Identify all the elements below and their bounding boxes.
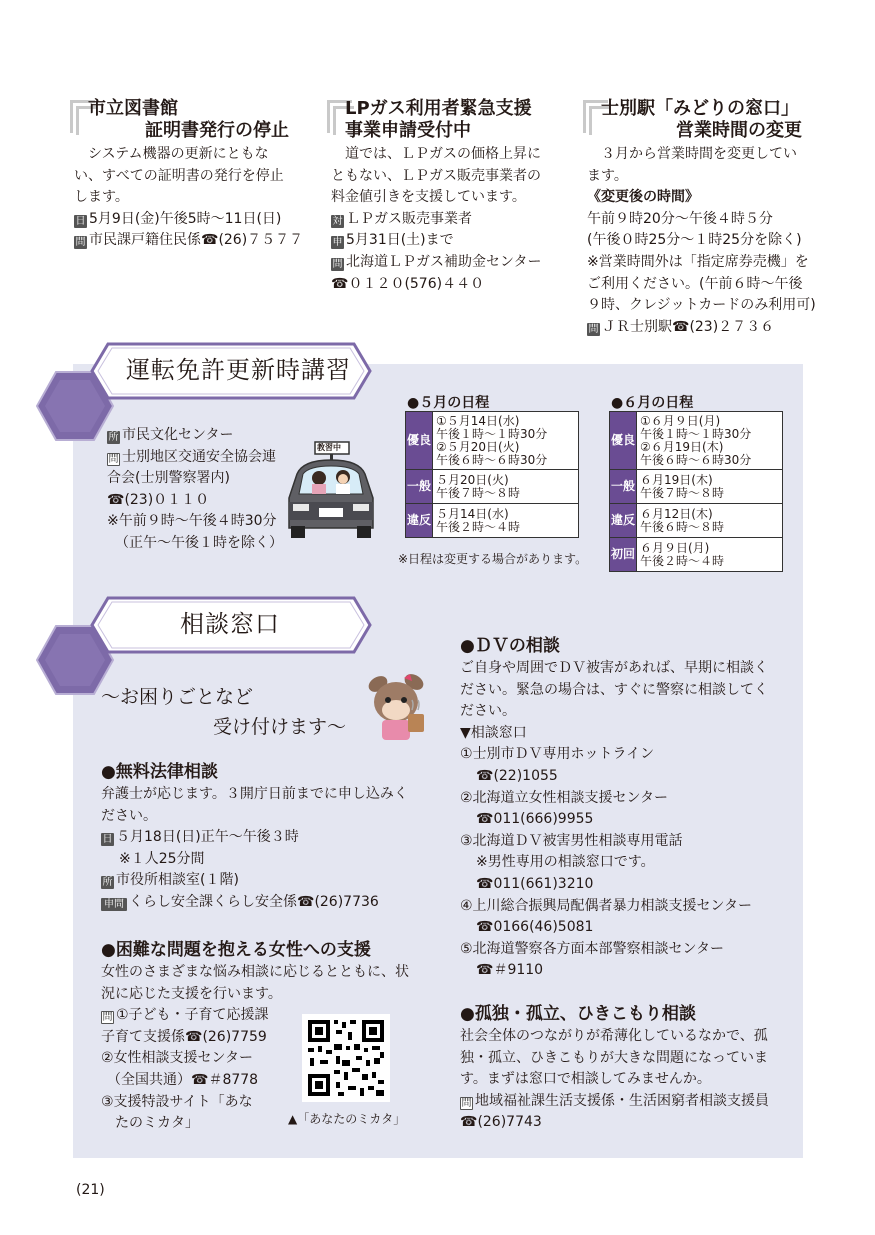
car-illustration [283, 440, 379, 542]
legal-section: ●無料法律相談 弁護士が応じます。３開庁日前までに申し込みく ださい。 日 ５月18日(日)正午～午後３時 ※１人25分間 所 市役所相談室(１階) 申問 くらし安全課くらし安全係☎(26)7736 [101, 760, 431, 914]
notice-hours: (午後０時25分～１時25分を除く) [587, 232, 802, 249]
notice-hours: ※営業時間外は「指定席券売機」を [587, 253, 809, 270]
may-schedule-table [405, 411, 579, 538]
notice-hours: ９時、クレジットカードのみ利用可) [587, 297, 816, 314]
notice-body: い、すべての証明書の発行を停止 [74, 167, 284, 184]
notice-apply: 申 5月31日(土)まで [332, 232, 454, 249]
notice-subhead: 《変更後の時間》 [587, 189, 699, 206]
date-icon: 日 [75, 215, 86, 227]
notice-body: ともない、ＬＰガス販売事業者の [331, 167, 541, 184]
may-schedule-title: ●５月の日程 [407, 395, 490, 411]
apply-inquiry-icon: 申問 [101, 898, 127, 911]
notice-contact: 問 北海道ＬＰガス補助金センター [332, 253, 542, 270]
mascot-illustration [364, 670, 434, 742]
page-number: (21) [76, 1182, 105, 1198]
notice-hours: 午前９時20分～午後４時５分 [587, 210, 773, 227]
car-sign: 教習中 [317, 443, 341, 452]
table-row: 優良 ①５月14日(水) 午後１時～１時30分 ②５月20日(火) 午後６時～６時30分 [406, 412, 579, 470]
inquiry-icon: 問 [461, 1097, 472, 1109]
apply-icon: 申 [332, 237, 343, 249]
inquiry-icon: 問 [102, 1012, 113, 1024]
notice-title: 士別駅「みどりの窓口」 営業時間の変更 [587, 98, 802, 144]
table-row: 違反 ５月14日(水) 午後２時～４時 [406, 504, 579, 538]
legal-heading: ●無料法律相談 [101, 762, 218, 782]
license-info: 所 市民文化センター 問 士別地区交通安全協会連 合会(士別警察署内) ☎(23)０１１０ ※午前９時～午後４時30分 （正午～午後１時を除く） [107, 427, 283, 551]
notice-phone: ☎０１２０(576)４４０ [331, 275, 485, 292]
notice-contact: 問 ＪＲ士別駅☎(23)２７３６ [588, 318, 775, 335]
notice-date: 日 5月9日(金)午後5時～11日(日) [75, 210, 282, 227]
inquiry-icon: 問 [108, 453, 119, 465]
notice-body: ます。 [587, 167, 628, 184]
consult-banner [90, 596, 372, 652]
notice-body: 料金値引きを支援しています。 [331, 189, 526, 206]
place-icon: 所 [108, 432, 119, 443]
notice-body: ３月から営業時間を変更してい [587, 146, 797, 162]
table-row: 一般 ６月19日(木) 午後７時～８時 [610, 470, 783, 504]
date-icon: 日 [102, 834, 113, 846]
notice-library [74, 98, 304, 252]
isolation-heading: ●孤独・孤立、ひきこもり相談 [460, 1004, 696, 1024]
table-row: 優良 ①６月９日(月) 午後１時～１時30分 ②６月19日(木) 午後６時～６時30分 [610, 412, 783, 470]
target-icon: 対 [332, 215, 343, 227]
schedule-note: ※日程は変更する場合があります。 [398, 552, 588, 566]
notice-contact: 問 市民課戸籍住民係☎(26)７５７７ [75, 232, 304, 249]
inquiry-icon: 問 [588, 323, 599, 335]
dv-heading: ●ＤＶの相談 [460, 636, 560, 656]
women-heading: ●困難な問題を抱える女性への支援 [101, 940, 371, 960]
notice-target: 対 ＬＰガス販売事業者 [332, 210, 472, 227]
notice-station [587, 98, 816, 338]
table-row: 初回 ６月９日(月) 午後２時～４時 [610, 538, 783, 572]
notice-body: システム機器の更新にともな [74, 146, 269, 162]
consult-subtitle: ～お困りごとなど 受け付けます～ [101, 686, 347, 738]
notice-title: 市立図書館 証明書発行の停止 [74, 98, 289, 144]
notice-title: LPガス利用者緊急支援 事業申請受付中 [331, 98, 546, 144]
notice-hours: ご利用ください。(午前６時～午後 [587, 275, 803, 292]
notice-body: します。 [74, 189, 129, 206]
license-title: 運転免許更新時講習 [126, 356, 351, 384]
qr-code[interactable] [302, 1014, 390, 1102]
notice-lpgas [331, 98, 546, 295]
dv-section: ●ＤＶの相談 ご自身や周囲でＤＶ被害があれば、早期に相談く ださい。緊急の場合は、すぐに警察に相談してく ださい。 ▼相談窓口 ①士別市ＤＶ専用ホットライン ☎(22)1055 ②北海道立女性相談支援センター ☎011(666)9955 ③北海道ＤＶ被害男性相談専用電話 ※男性専用の相談窓口です。 ☎011(661)3210 ④上川総合振興局配偶者暴力相談支援センター ☎0166(46)5081 ⑤北海道警察各方面本部警察相談センター ☎＃9110 [460, 634, 790, 982]
women-support-section: ●困難な問題を抱える女性への支援 女性のさまざまな悩み相談に応じるとともに、状 況に応じた支援を行います。 問 ①子ども・子育て応援課 子育て支援係☎(26)7759 ②女性相談支援センター （全国共通）☎＃8778 ③支援特設サイト「あな たのミカタ」 [101, 938, 431, 1135]
june-schedule-table [609, 411, 783, 572]
isolation-section: ●孤独・孤立、ひきこもり相談 社会全体のつながりが希薄化しているなかで、孤 独・孤立、ひきこもりが大きな問題になっていま す。まずは窓口で相談してみませんか。 問 地域福祉課生活支援係・生活困窮者相談支援員 ☎(26)7743 [460, 1002, 790, 1134]
table-row: 違反 ６月12日(木) 午後６時～８時 [610, 504, 783, 538]
table-row: 一般 ５月20日(火) 午後７時～８時 [406, 470, 579, 504]
place-icon: 所 [102, 877, 113, 889]
inquiry-icon: 問 [75, 237, 86, 249]
june-schedule-title: ●６月の日程 [611, 395, 694, 411]
inquiry-icon: 問 [332, 258, 343, 270]
consult-title: 相談窓口 [180, 610, 280, 638]
qr-caption: ▲「あなたのミカタ」 [288, 1112, 406, 1126]
license-banner [90, 342, 372, 398]
notice-body: 道では、ＬＰガスの価格上昇に [331, 146, 541, 162]
